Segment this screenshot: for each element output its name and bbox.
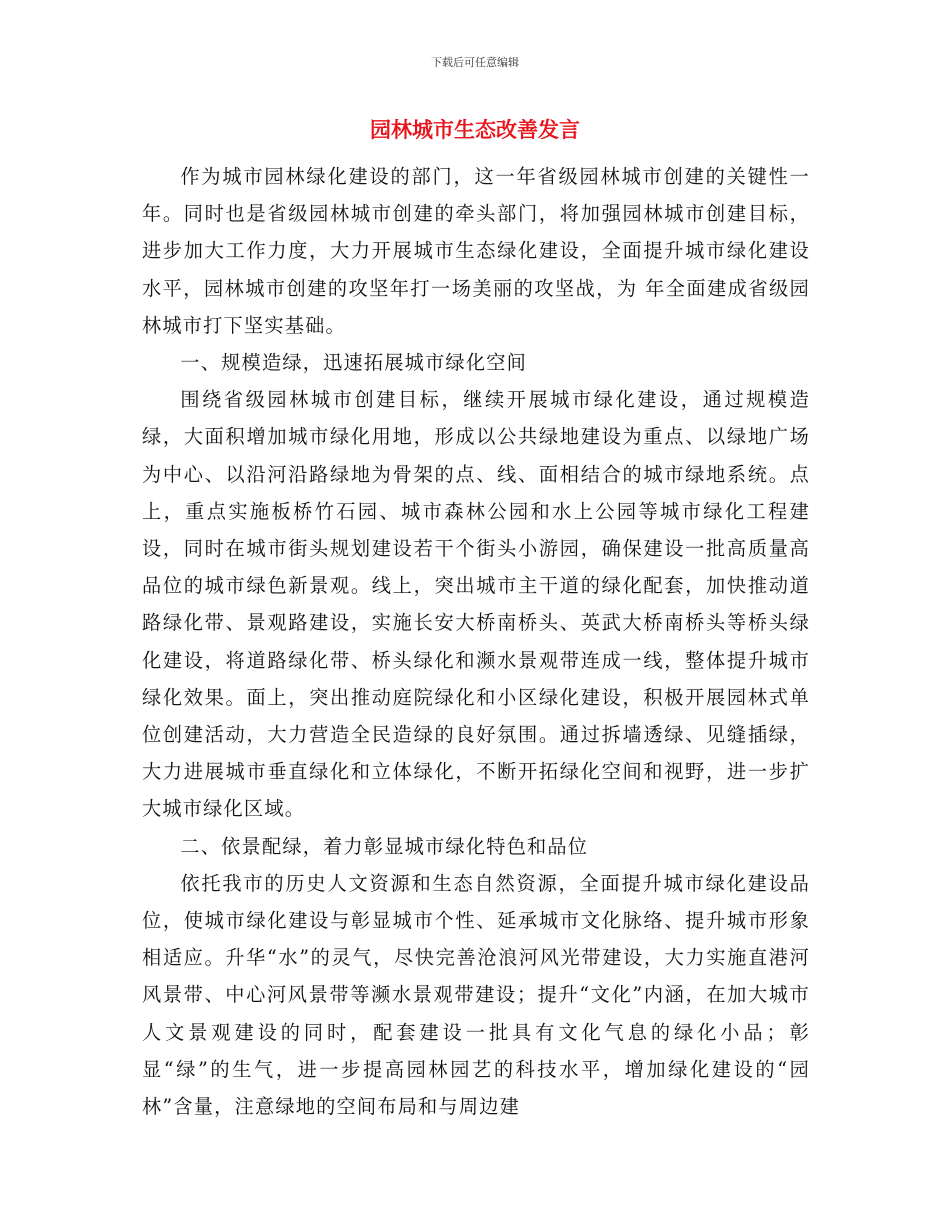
page-header-note: 下载后可任意编辑: [431, 56, 519, 69]
document-title: 园林城市生态改善发言: [370, 117, 580, 142]
paragraph-intro: 作为城市园林绿化建设的部门，这一年省级园林城市创建的关键性一年。同时也是省级园林城市创建的牵头部门，将加强园林城市创建目标，进步加大工作力度，大力开展城市生态绿化建设，全面提升城市绿化建设水平，园林城市创建的攻坚年打一场美丽的攻坚战，为 年全面建成省级园林城市打下坚实基础。: [142, 165, 810, 337]
paragraph-section-2: 依托我市的历史人文资源和生态自然资源，全面提升城市绿化建设品位，使城市绿化建设与彰显城市个性、延承城市文化脉络、提升城市形象相适应。升华“水”的灵气，尽快完善沧浪河风光带建设，大力实施直港河风景带、中心河风景带等濒水景观带建设；提升“文化”内涵，在加大城市人文景观建设的同时，配套建设一批具有文化气息的绿化小品；彰显“绿”的生气，进一步提高园林园艺的科技水平，增加绿化建设的“园林”含量，注意绿地的空间布局和与周边建: [142, 871, 810, 1119]
paragraph-section-1: 围绕省级园林城市创建目标，继续开展城市绿化建设，通过规模造绿，大面积增加城市绿化用地，形成以公共绿地建设为重点、以绿地广场为中心、以沿河沿路绿地为骨架的点、线、面相结合的城市绿地系统。点上，重点实施板桥竹石园、城市森林公园和水上公园等城市绿化工程建设，同时在城市街头规划建设若干个街头小游园，确保建设一批高质量高品位的城市绿色新景观。线上，突出城市主干道的绿化配套，加快推动道路绿化带、景观路建设，实施长安大桥南桥头、英武大桥南桥头等桥头绿化建设，将道路绿化带、桥头绿化和濒水景观带连成一线，整体提升城市绿化效果。面上，突出推动庭院绿化和小区绿化建设，积极开展园林式单位创建活动，大力营造全民造绿的良好氛围。通过拆墙透绿、见缝插绿，大力进展城市垂直绿化和立体绿化，不断开拓绿化空间和视野，进一步扩大城市绿化区域。: [142, 388, 810, 821]
document-body: [142, 158, 810, 1125]
section-heading-2: 二、依景配绿，着力彰显城市绿化特色和品位: [180, 834, 589, 858]
section-heading-1: 一、规模造绿，迅速拓展城市绿化空间: [180, 351, 527, 375]
